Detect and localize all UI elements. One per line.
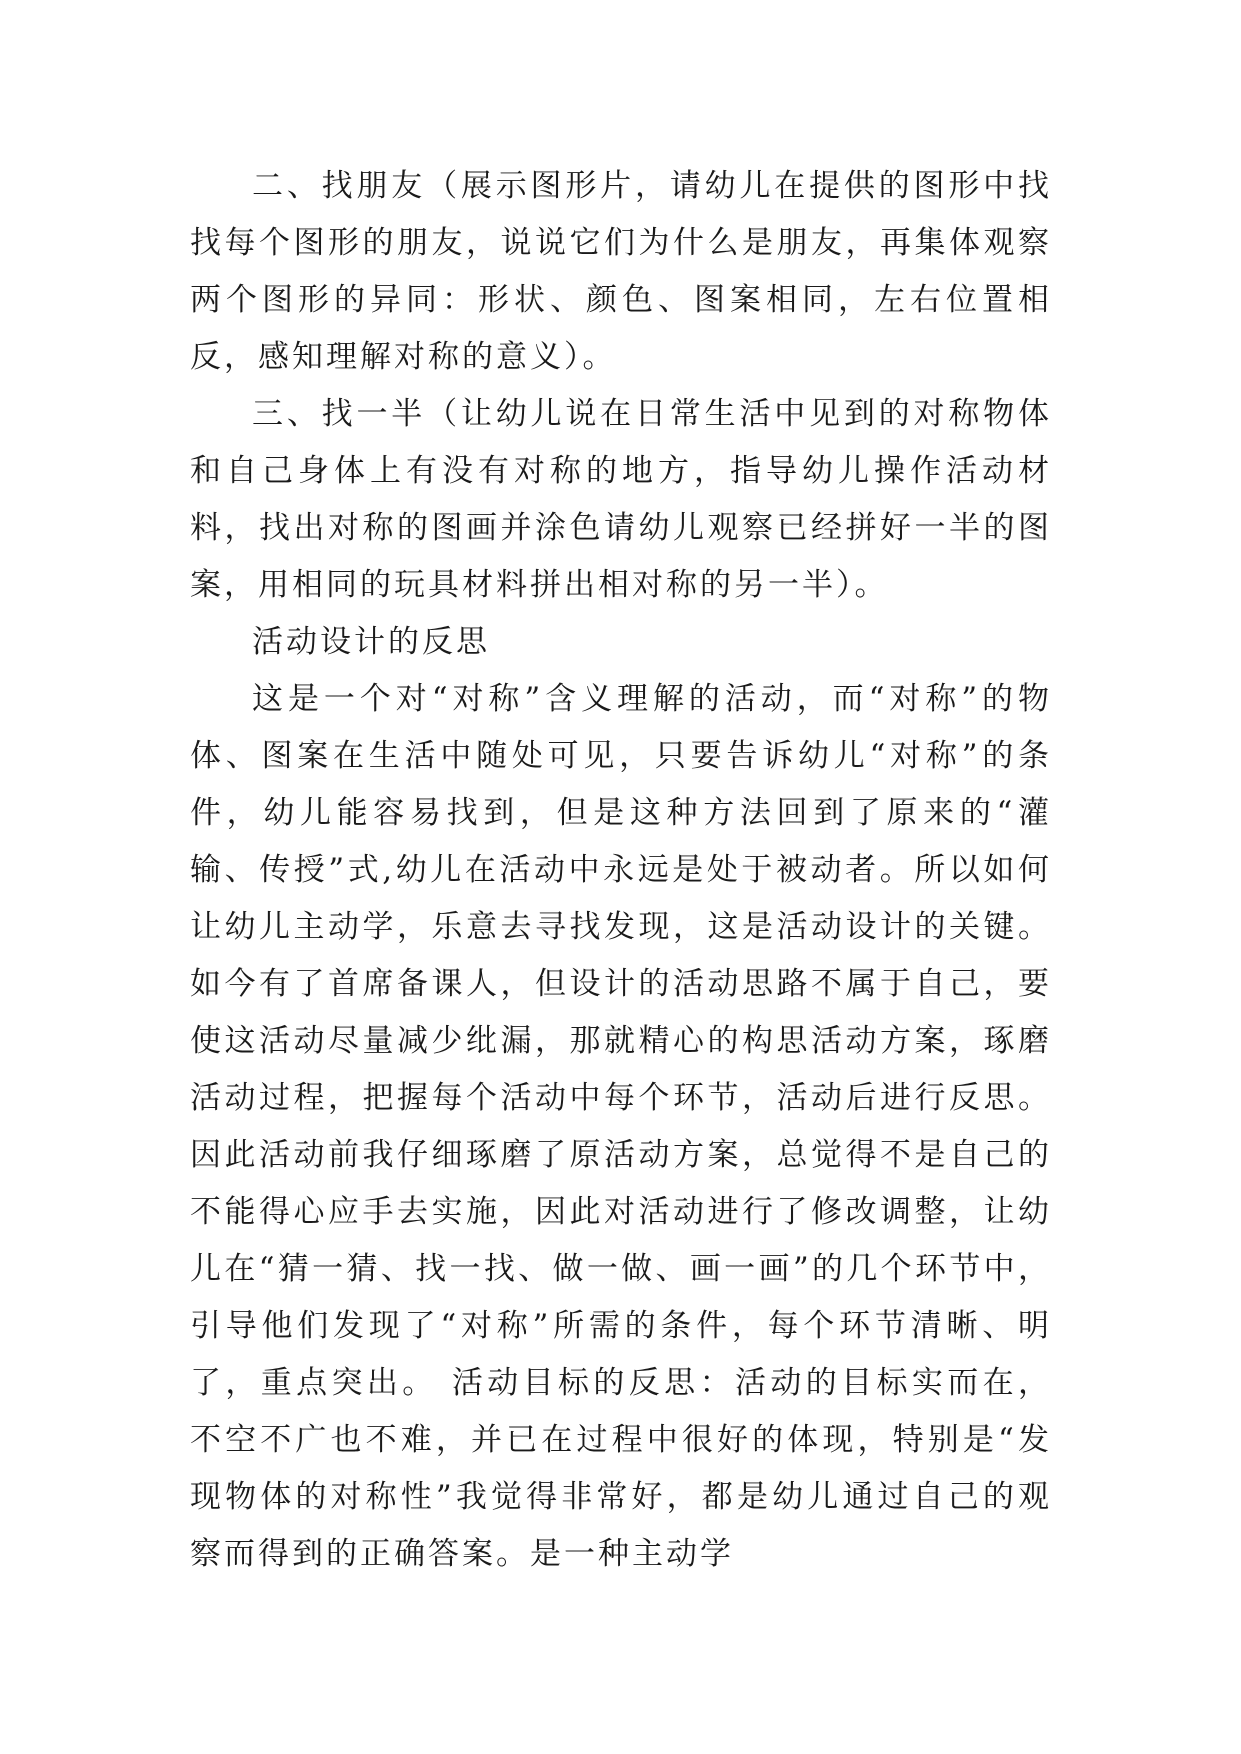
document-body [190,158,1052,1583]
paragraph-step-two: 二、找朋友（展示图形片，请幼儿在提供的图形中找找每个图形的朋友，说说它们为什么是朋友，再集体观察两个图形的异同：形状、颜色、图案相同，左右位置相反，感知理解对称的意义）。 [190,168,1052,375]
paragraph-reflection-body: 这是一个对“对称”含义理解的活动，而“对称”的物体、图案在生活中随处可见，只要告诉幼儿“对称”的条件，幼儿能容易找到，但是这种方法回到了原来的“灌输、传授”式,幼儿在活动中永远是处于被动者。所以如何让幼儿主动学，乐意去寻找发现，这是活动设计的关键。如今有了首席备课人，但设计的活动思路不属于自己，要使这活动尽量减少纰漏，那就精心的构思活动方案，琢磨活动过程，把握每个活动中每个环节，活动后进行反思。因此活动前我仔细琢磨了原活动方案，总觉得不是自己的不能得心应手去实施，因此对活动进行了修改调整，让幼儿在“猜一猜、找一找、做一做、画一画”的几个环节中，引导他们发现了“对称”所需的条件，每个环节清晰、明了，重点突出。 活动目标的反思：活动的目标实而在，不空不广也不难，并已在过程中很好的体现，特别是“发现物体的对称性”我觉得非常好，都是幼儿通过自己的观察而得到的正确答案。是一种主动学 [190,681,1052,1572]
section-heading-reflection: 活动设计的反思 [252,624,490,660]
paragraph-step-three: 三、找一半（让幼儿说在日常生活中见到的对称物体和自己身体上有没有对称的地方，指导幼儿操作活动材料，找出对称的图画并涂色请幼儿观察已经拼好一半的图案，用相同的玩具材料拼出相对称的另一半）。 [190,396,1052,603]
